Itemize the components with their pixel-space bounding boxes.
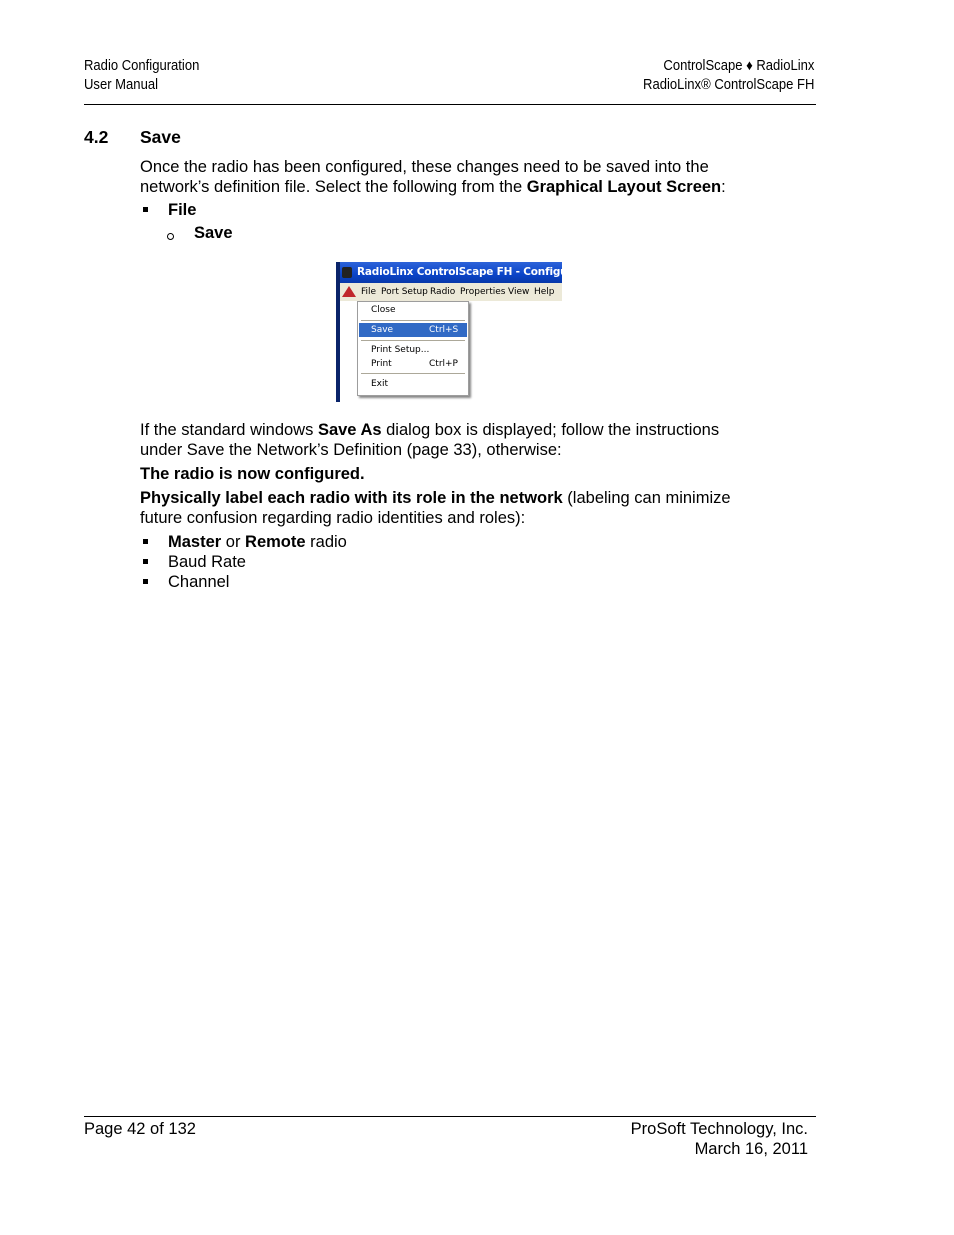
menubar [340,283,562,301]
file-dropdown-menu [357,301,469,396]
menu-separator [361,320,465,321]
menu-properties[interactable]: Properties [460,287,506,297]
role-radio: radio [305,533,347,551]
section-number: 4.2 [84,127,109,147]
menu-item-label: Close [371,305,396,315]
header-product-line: ControlScape ♦ RadioLinx [662,58,814,74]
intro-paragraph [140,157,726,197]
configured-statement: The radio is now configured. [140,465,365,483]
menu-item-shortcut: Ctrl+P [429,359,458,369]
intro-line-2 [140,177,726,197]
label-paragraph [140,488,731,528]
prosoft-logo-icon [342,286,356,297]
menu-help[interactable]: Help [534,287,555,297]
menu-item-print-setup[interactable] [359,343,467,357]
bullet-square-icon [143,579,148,584]
role-master: Master [168,533,222,551]
header-doc-type: User Manual [84,77,158,93]
save-as-line-1 [140,420,719,440]
menu-separator [361,373,465,374]
save-as-dialog-name: Save As [317,421,382,439]
menu-item-label: Print Setup... [371,345,430,355]
menu-item-print[interactable] [359,357,467,371]
intro-screen-name: Graphical Layout Screen [526,178,722,196]
menu-path-save: Save [194,224,233,242]
menu-radio[interactable]: Radio [430,287,456,297]
menu-file[interactable]: File [361,287,377,297]
section-title: Save [140,127,181,147]
save-as-text-end: dialog box is displayed; follow the instructions [381,421,720,439]
label-line-1 [140,488,731,508]
menu-item-close[interactable] [359,303,467,317]
menu-port-setup[interactable]: Port Setup [381,287,428,297]
save-as-text: If the standard windows [140,421,318,439]
intro-line-1: Once the radio has been configured, these changes need to be saved into the [140,158,709,176]
footer-rule [84,1116,816,1117]
menu-item-label: Print [371,359,392,369]
menu-separator [361,340,465,341]
header-left [84,57,199,95]
bullet-role [168,532,347,552]
menu-view[interactable]: View [508,287,530,297]
header-right [643,57,814,95]
bullet-square-icon [143,207,148,212]
intro-text: network’s definition file. Select the following from the [140,178,527,196]
label-instruction: Physically label each radio with its role in the network [140,489,563,507]
bullet-square-icon [143,559,148,564]
menu-item-label: Save [371,325,394,335]
save-as-line-2: under Save the Network’s Definition (page 33), otherwise: [140,441,562,459]
role-remote: Remote [245,533,306,551]
header-rule [84,104,816,105]
bullet-circle-icon [167,233,174,240]
window-titlebar [340,262,602,283]
label-line-2: future confusion regarding radio identities and roles): [140,509,526,527]
intro-colon: : [721,178,726,196]
menu-item-save[interactable] [359,323,467,337]
label-note: (labeling can minimize [562,489,731,507]
header-product-name: RadioLinx® ControlScape FH [642,77,814,93]
bullet-channel: Channel [168,573,230,591]
menu-item-label: Exit [371,379,389,389]
menu-path-file: File [168,201,197,219]
header-doc-section: Radio Configuration [84,58,200,74]
role-or: or [221,533,246,551]
bullet-square-icon [143,539,148,544]
footer-company: ProSoft Technology, Inc. [630,1120,808,1138]
bullet-baud-rate: Baud Rate [168,553,246,571]
footer-right [631,1119,808,1159]
save-as-paragraph [140,420,719,460]
menu-item-shortcut: Ctrl+S [429,325,459,335]
menu-item-exit[interactable] [359,377,467,391]
footer-date: March 16, 2011 [694,1140,808,1158]
app-icon [342,267,352,278]
footer-page-number: Page 42 of 132 [84,1120,196,1138]
file-menu-screenshot [336,262,602,402]
window-title: RadioLinx ControlScape FH - Configuration [357,266,602,278]
